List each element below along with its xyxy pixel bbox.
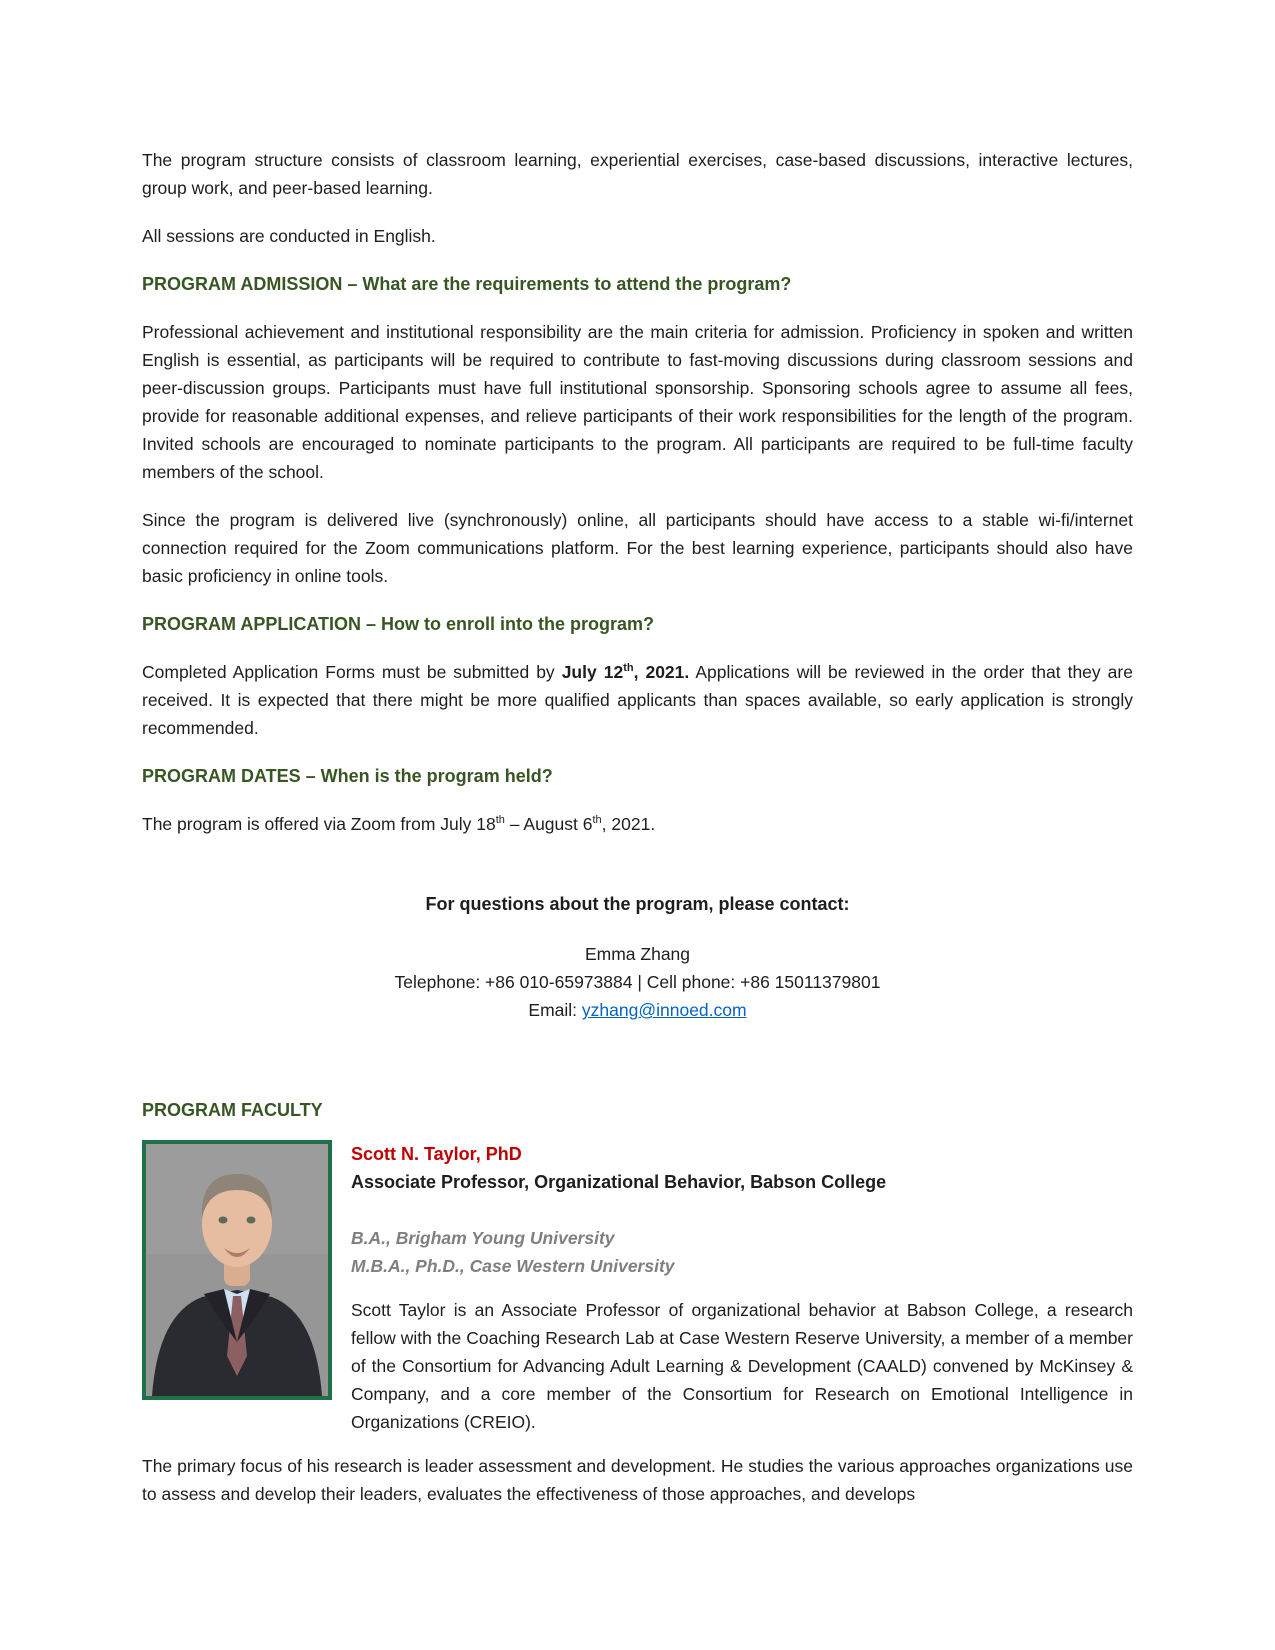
faculty-bio-paragraph: Scott Taylor is an Associate Professor of organizational behavior at Babson College, a research fellow with the Coaching Research Lab at Case Western Reserve University, a member of a member of the Consortium for Advancing Adult Learning & Development (CAALD) convened by McKinsey & Company, and a core member of the Consortium for Research on Emotional Intelligence in Organizations (CREIO). — [351, 1300, 1133, 1432]
contact-block — [142, 940, 1133, 1024]
faculty-profile-row — [142, 1140, 1133, 1436]
faculty-title: Associate Professor, Organizational Behavior, Babson College — [351, 1172, 887, 1192]
application-text-post: Applications will be reviewed in the order that they are received. It is expected that there might be more qualified applicants than spaces available, so early application is strongly recommended. — [142, 662, 1133, 738]
headshot-illustration — [146, 1144, 328, 1396]
dates-text-pre: The program is offered via Zoom from July 18 — [142, 814, 496, 834]
online-delivery-paragraph: Since the program is delivered live (synchronously) online, all participants should have access to a stable wi-fi/internet connection required for the Zoom communications platform. For the best learning experience, participants should also have basic proficiency in online tools. — [142, 510, 1133, 586]
faculty-degree-1: B.A., Brigham Young University — [351, 1228, 615, 1248]
end-date-ordinal-superscript: th — [592, 814, 602, 827]
heading-program-dates: PROGRAM DATES – When is the program held? — [142, 766, 553, 786]
application-deadline-date: July 12th, 2021. — [561, 662, 690, 682]
faculty-name: Scott N. Taylor, PhD — [351, 1144, 522, 1164]
email-label: Email: — [528, 1000, 582, 1020]
heading-program-admission: PROGRAM ADMISSION – What are the requirements to attend the program? — [142, 274, 792, 294]
sessions-language-note: All sessions are conducted in English. — [142, 226, 436, 246]
heading-program-application: PROGRAM APPLICATION – How to enroll into the program? — [142, 614, 654, 634]
email-link[interactable]: yzhang@innoed.com — [581, 1000, 747, 1020]
contact-phone-line: Telephone: +86 010-65973884 | Cell phone: +86 15011379801 — [394, 972, 881, 992]
deadline-ordinal-superscript: th — [623, 662, 634, 675]
research-focus-paragraph: The primary focus of his research is leader assessment and development. He studies the various approaches organizations use to assess and develop their leaders, evaluates the effectiveness of those approaches, and develops — [142, 1456, 1133, 1504]
faculty-degree-2: M.B.A., Ph.D., Case Western University — [351, 1256, 675, 1276]
heading-program-faculty: PROGRAM FACULTY — [142, 1100, 323, 1120]
contact-section-heading: For questions about the program, please contact: — [425, 894, 850, 914]
application-deadline-paragraph — [142, 658, 1133, 742]
dates-text-mid: – August 6 — [504, 814, 593, 834]
program-dates-paragraph — [142, 810, 1133, 838]
intro-paragraph: The program structure consists of classroom learning, experiential exercises, case-based discussions, interactive lectures, group work, and peer-based learning. — [142, 150, 1133, 198]
contact-email-line — [142, 996, 1133, 1024]
faculty-info-column — [351, 1140, 1133, 1436]
contact-person-name: Emma Zhang — [584, 944, 691, 964]
faculty-degrees — [351, 1224, 1133, 1280]
faculty-headshot-photo — [142, 1140, 332, 1400]
application-text-pre: Completed Application Forms must be submitted by — [142, 662, 562, 682]
dates-text-post: , 2021. — [601, 814, 656, 834]
start-date-ordinal-superscript: th — [495, 814, 505, 827]
admission-criteria-paragraph: Professional achievement and institutional responsibility are the main criteria for admission. Proficiency in spoken and written English is essential, as participants will be required to contribute to fast-moving discussions during classroom sessions and peer-discussion groups. Participants must have full institutional sponsorship. Sponsoring schools agree to assume all fees, provide for reasonable additional expenses, and relieve participants of their work responsibilities for the length of the program. Invited schools are encouraged to nominate participants to the program. All participants are required to be full-time faculty members of the school. — [142, 322, 1133, 482]
